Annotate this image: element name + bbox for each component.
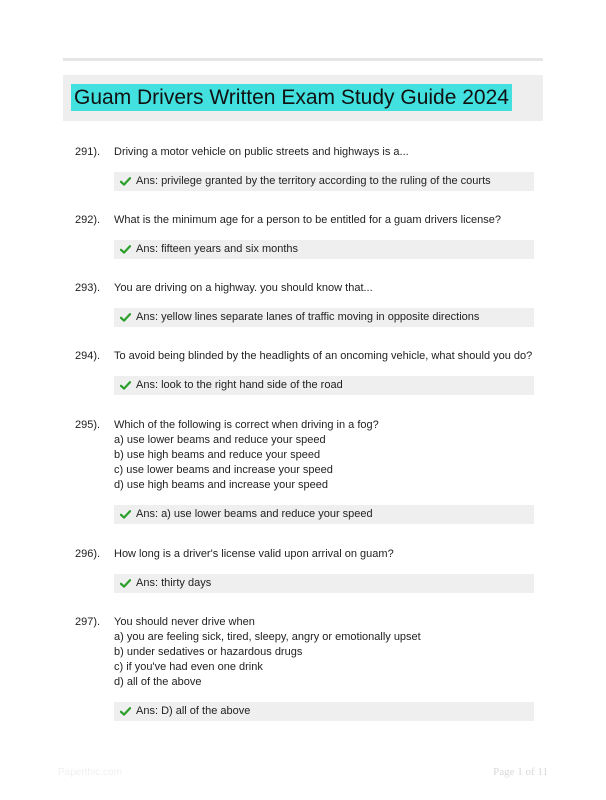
question-text bbox=[114, 281, 534, 296]
check-icon bbox=[120, 313, 131, 322]
question-prompt: What is the minimum age for a person to be entitled for a guam drivers license? bbox=[114, 214, 502, 226]
answer-text: Ans: a) use lower beams and reduce your speed bbox=[136, 508, 373, 520]
question-option: c) if you've had even one drink bbox=[114, 661, 263, 673]
answer-box bbox=[114, 376, 534, 395]
answer-box bbox=[114, 240, 534, 259]
answer-text: Ans: D) all of the above bbox=[136, 705, 251, 717]
title-banner bbox=[63, 75, 543, 121]
question-number: 297). bbox=[75, 616, 101, 628]
top-divider bbox=[63, 58, 543, 61]
answer-text: Ans: privilege granted by the territory according to the ruling of the courts bbox=[136, 175, 491, 187]
check-icon bbox=[120, 381, 131, 390]
check-icon bbox=[120, 177, 131, 186]
footer-watermark: Paperthic.com bbox=[58, 767, 122, 778]
check-icon bbox=[120, 707, 131, 716]
answer-text: Ans: thirty days bbox=[136, 577, 212, 589]
question-text bbox=[114, 418, 534, 493]
question-number: 294). bbox=[75, 350, 101, 362]
question-number: 296). bbox=[75, 548, 101, 560]
question-number: 295). bbox=[75, 419, 101, 431]
question-number: 293). bbox=[75, 282, 101, 294]
question-text bbox=[114, 547, 534, 562]
question-prompt: You are driving on a highway. you should know that... bbox=[114, 282, 373, 294]
question-option: b) use high beams and reduce your speed bbox=[114, 449, 321, 461]
question-option: a) you are feeling sick, tired, sleepy, angry or emotionally upset bbox=[114, 631, 421, 643]
question-prompt: You should never drive when bbox=[114, 616, 255, 628]
question-text bbox=[114, 213, 534, 228]
question-text bbox=[114, 615, 534, 690]
question-number: 292). bbox=[75, 214, 101, 226]
question-prompt: How long is a driver's license valid upon arrival on guam? bbox=[114, 548, 394, 560]
question-text bbox=[114, 145, 534, 160]
question-option: b) under sedatives or hazardous drugs bbox=[114, 646, 303, 658]
page-title: Guam Drivers Written Exam Study Guide 2024 bbox=[71, 84, 512, 111]
question-prompt: Which of the following is correct when driving in a fog? bbox=[114, 419, 379, 431]
check-icon bbox=[120, 510, 131, 519]
answer-text: Ans: fifteen years and six months bbox=[136, 243, 299, 255]
question-prompt: To avoid being blinded by the headlights of an oncoming vehicle, what should you do? bbox=[114, 350, 533, 362]
answer-box bbox=[114, 702, 534, 721]
question-option: d) use high beams and increase your speed bbox=[114, 479, 329, 491]
answer-text: Ans: look to the right hand side of the road bbox=[136, 379, 343, 391]
page-number: Page 1 of 11 bbox=[493, 766, 548, 778]
answer-box bbox=[114, 308, 534, 327]
question-number: 291). bbox=[75, 146, 101, 158]
answer-box bbox=[114, 574, 534, 593]
question-prompt: Driving a motor vehicle on public streets and highways is a... bbox=[114, 146, 409, 158]
question-option: d) all of the above bbox=[114, 676, 202, 688]
check-icon bbox=[120, 579, 131, 588]
question-option: a) use lower beams and reduce your speed bbox=[114, 434, 326, 446]
answer-text: Ans: yellow lines separate lanes of traffic moving in opposite directions bbox=[136, 311, 480, 323]
answer-box bbox=[114, 172, 534, 191]
check-icon bbox=[120, 245, 131, 254]
answer-box bbox=[114, 505, 534, 524]
question-option: c) use lower beams and increase your speed bbox=[114, 464, 333, 476]
question-text bbox=[114, 349, 534, 364]
